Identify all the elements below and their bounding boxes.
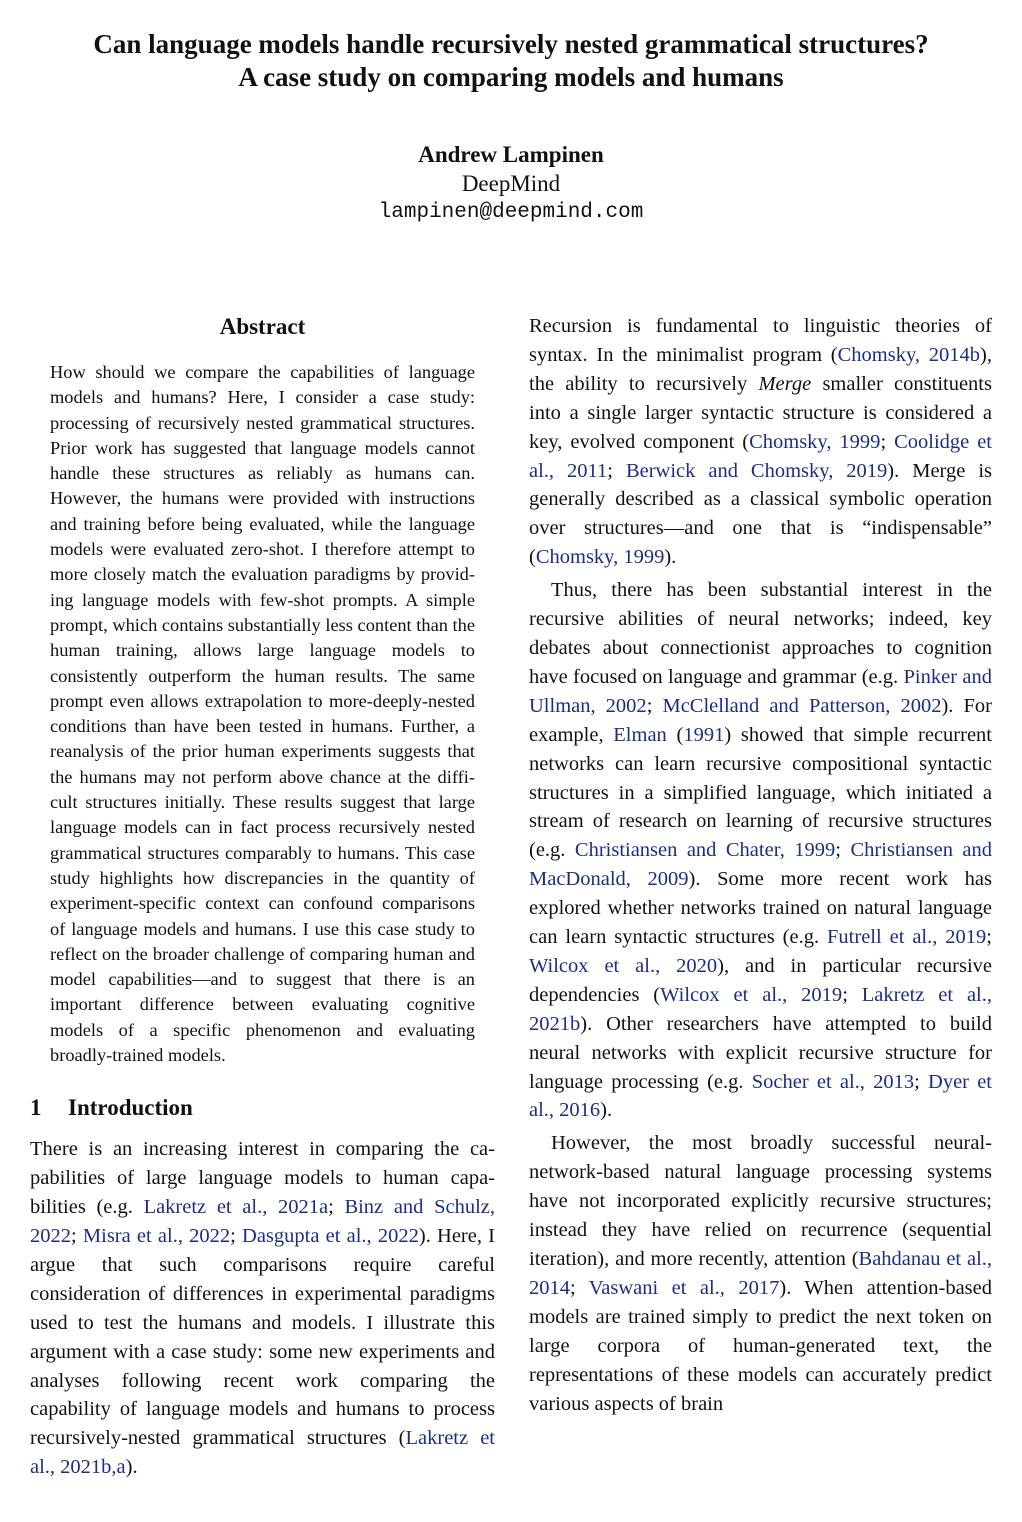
paragraph-text: Thus, there has been substantial interest in the recursive abilities of neural networks; indeed, key debates about connectionist approaches to cognition have focused on language and grammar (e.g.	[529, 579, 992, 688]
paragraph-text: ;	[914, 1070, 929, 1093]
section-heading-introduction	[30, 1093, 495, 1123]
paragraph-text: ), the ability to recursively	[529, 343, 992, 395]
citation-link[interactable]: Socher et al., 2013	[751, 1070, 915, 1093]
citation-link[interactable]: Lakretz et al., 2021b,a	[30, 1427, 495, 1479]
author-email: lampinen@deepmind.com	[378, 201, 644, 224]
paragraph-text: ;	[646, 694, 663, 717]
paragraph-text: ). When attention-based models are trained simply to predict the next token on large corpora of human-generated text, the representations of these models can accurately predict various aspects of brain	[529, 1276, 993, 1415]
citation-link[interactable]: Elman	[613, 723, 667, 746]
section-number: 1	[30, 1095, 42, 1121]
emphasized-text: Merge	[758, 372, 812, 395]
citation-link[interactable]: Pinker and Ullman, 2002	[529, 665, 992, 717]
citation-link[interactable]: Misra et al., 2022	[82, 1225, 231, 1248]
paragraph-text: ).	[600, 1099, 613, 1122]
paragraph-text: Recursion is fundamental to linguistic theories of syntax. In the minimalist program (	[529, 315, 992, 366]
paragraph-text: ;	[71, 1225, 83, 1248]
paragraph-text: smaller constituents into a single larger syntactic structure is considered a key, evolved component (	[529, 372, 992, 453]
citation-link[interactable]: Chomsky, 1999	[535, 546, 665, 569]
title-line-1: Can language models handle recursively nested grammatical structures?	[93, 29, 929, 59]
intro-paragraph-1	[30, 1135, 495, 1482]
paragraph-text: There is an increasing interest in comparing the capabilities of large language models to human capabilities (e.g.	[30, 1138, 495, 1219]
title-line-2: A case study on comparing models and humans	[238, 62, 784, 92]
citation-link[interactable]: Chomsky, 2014b	[837, 343, 981, 366]
citation-link[interactable]: Lakretz et al., 2021a	[143, 1196, 329, 1219]
paragraph-text: ;	[835, 839, 851, 862]
citation-link[interactable]: Christiansen and MacDonald, 2009	[529, 839, 992, 891]
author-name: Andrew Lampinen	[418, 142, 604, 167]
citation-link[interactable]: Lakretz et al., 2021b	[529, 983, 992, 1035]
paragraph-text: ;	[570, 1276, 589, 1299]
citation-link[interactable]: Futrell et al., 2019	[827, 926, 987, 949]
paragraph-text: ). Merge is generally described as a classical symbolic operation over structures—and one that is “indispensable” (	[529, 459, 992, 569]
citation-link[interactable]: 1991	[683, 723, 725, 746]
paragraph-text: ). Other researchers have attempted to build neural networks with explicit recursive structure for language processing (e.g.	[529, 1012, 992, 1093]
paragraph-text: ).	[125, 1456, 138, 1479]
citation-link[interactable]: McClelland and Patterson, 2002	[662, 694, 942, 717]
paragraph-text: ;	[328, 1196, 345, 1219]
paragraph-text: ), and in particular recursive dependencies (	[529, 954, 993, 1006]
paragraph-text: ;	[230, 1225, 243, 1248]
citation-link[interactable]: Wilcox et al., 2019	[660, 983, 843, 1006]
paragraph-text: ;	[607, 459, 626, 482]
author-affiliation: DeepMind	[461, 171, 561, 196]
left-column	[30, 312, 495, 1482]
abstract-text: How should we compare the capabilities of language models and humans? Here, I consider a case study: processing of recursively nested grammatical structures. Prior work has suggested that language models cannot handle these structures as reliably as humans can. However, the humans were provided with instructions and training before being evaluated, while the language models were evaluated zero-shot. I therefore attempt to more closely match the evaluation paradigms by providing language models with few-shot prompts. A simple prompt, which contains substantially less content than the human training, allows large language models to consistently outperform the human results. The same prompt even allows extrapolation to more-deeply-nested conditions than have been tested in humans. Further, a reanalysis of the prior human experiments suggests that the humans may not perform above chance at the difficult structures initially. These results suggest that large language models can in fact process recursively nested grammatical structures comparably to humans. This case study highlights how discrepancies in the quantity of experiment-specific context can confound comparisons of language models and humans. I use this case study to reflect on the broader challenge of comparing human and model capabilities—and to suggest that there is an important difference between evaluating cognitive models of a specific phenomenon and evaluating broadly-trained models.	[50, 362, 475, 1066]
paper-title	[0, 28, 1022, 94]
citation-link[interactable]: Bahdanau et al., 2014	[529, 1248, 993, 1299]
intro-paragraph-2	[529, 312, 992, 572]
paragraph-text: ;	[880, 430, 895, 453]
paragraph-text: ). Some more recent work has explored whether networks trained on natural language can learn syntactic structures (e.g.	[529, 868, 993, 949]
paragraph-text: ). Here, I argue that such comparisons require careful consideration of differences in experimental paradigms used to test the humans and models. I illustrate this argument with a case study: some new experiments and analyses following recent work comparing the capability of language models and humans to process recursively-nested grammatical structures (	[30, 1225, 495, 1450]
section-title: Introduction	[68, 1095, 193, 1121]
paragraph-text: However, the most broadly successful neural-network-based natural language processing systems have not incorporated explicitly recursive structures; instead they have relied on recurrence (sequential iteration), and more recently, attention (	[529, 1132, 992, 1270]
intro-paragraph-4	[529, 1129, 992, 1418]
right-column	[529, 312, 992, 1418]
citation-link[interactable]: Chomsky, 1999	[749, 430, 881, 453]
citation-link[interactable]: Coolidge et al., 2011	[529, 430, 993, 482]
citation-link[interactable]: Dasgupta et al., 2022	[242, 1225, 419, 1248]
intro-paragraph-3	[529, 576, 992, 1125]
abstract-heading: Abstract	[219, 314, 306, 339]
citation-link[interactable]: Dyer et al., 2016	[529, 1070, 992, 1122]
paragraph-text: (	[666, 723, 684, 746]
paragraph-text: ) showed that simple recurrent networks can learn recursive compositional syntactic structures in a simplified language, which initiated a stream of research on learning of recursive structures (e.g.	[529, 723, 992, 862]
paragraph-text: ;	[842, 983, 862, 1006]
author-block	[0, 140, 1022, 227]
citation-link[interactable]: Vaswani et al., 2017	[588, 1276, 780, 1299]
citation-link[interactable]: Christiansen and Chater, 1999	[574, 839, 836, 862]
paragraph-text: ). For example,	[529, 694, 992, 746]
citation-link[interactable]: Binz and Schulz, 2022	[30, 1196, 495, 1248]
paragraph-text: ;	[986, 926, 992, 949]
paragraph-text: ).	[664, 546, 677, 569]
citation-link[interactable]: Wilcox et al., 2020	[529, 954, 718, 977]
citation-link[interactable]: Berwick and Chomsky, 2019	[625, 459, 888, 482]
